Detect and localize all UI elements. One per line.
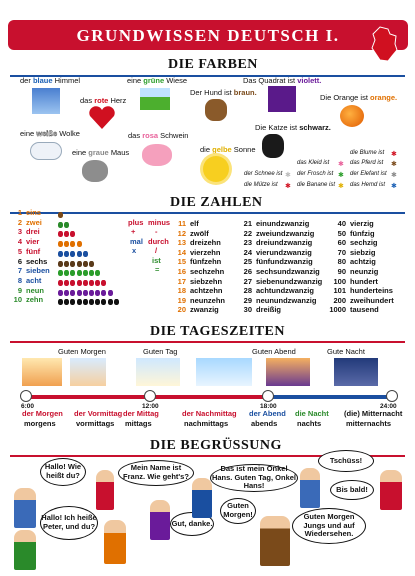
op-mal-sign: x: [132, 246, 137, 255]
afternoon-picture: [196, 358, 252, 386]
number-row: [326, 239, 378, 247]
number-word: hunderteins: [350, 286, 393, 296]
number-digit: 7: [17, 266, 22, 276]
count-item-icon: [70, 231, 75, 237]
number-row: [236, 278, 322, 286]
number-digit: 4: [17, 237, 22, 247]
person-picture: [104, 520, 126, 564]
count-item-icon: [70, 241, 75, 247]
op-ist-sign: =: [155, 265, 160, 274]
farbe-caption-wiese: eine grüne Wiese: [127, 76, 188, 85]
count-item-icon: [77, 261, 82, 267]
number-word: vierzehn: [190, 247, 221, 257]
count-item-icon: [77, 251, 82, 257]
count-item-icon: [83, 270, 88, 276]
number-row: [236, 230, 314, 238]
time-label: 12:00: [142, 403, 159, 410]
count-item-icon: [95, 270, 100, 276]
number-digit: 70: [337, 247, 346, 257]
person-picture: [192, 478, 212, 518]
number-digit: 6: [17, 256, 22, 266]
count-item-icon: [70, 261, 75, 267]
number-row: [236, 268, 320, 276]
number-digit: 16: [177, 267, 186, 276]
count-item-icon: [108, 299, 113, 305]
section-title-begruessung: DIE BEGRÜSSUNG: [150, 438, 282, 453]
color-splash-icon: ✱: [338, 183, 344, 190]
number-row: [326, 220, 374, 228]
number-digit: 29: [243, 295, 252, 305]
number-word: vier: [26, 237, 40, 247]
small-caption: das Pferd ist: [350, 160, 384, 166]
speech-bubble: Bis bald!: [330, 480, 374, 500]
person-picture: [14, 530, 36, 570]
count-item-icon: [89, 290, 94, 296]
number-word: eins: [26, 208, 42, 217]
period-noun: der Morgen: [22, 409, 63, 418]
period-noun: der Vormittag: [74, 409, 123, 418]
period-adverb: mittags: [125, 419, 152, 428]
number-word: achtundzwanzig: [256, 286, 314, 296]
count-item-icon: [58, 231, 63, 237]
number-digit: 23: [243, 238, 252, 248]
time-label: 18:00: [260, 403, 277, 410]
count-item-icon: [58, 212, 63, 218]
number-row: [326, 258, 376, 266]
number-word: zweihundert: [350, 295, 394, 305]
farbe-caption-schwein: das rosa Schwein: [128, 131, 189, 140]
number-row: [170, 249, 220, 257]
count-item-icon: [64, 280, 69, 286]
number-row: [236, 249, 312, 257]
count-item-icon: [114, 299, 119, 305]
divider: [10, 212, 405, 214]
sun-picture: [203, 156, 229, 182]
number-word: siebenundzwanzig: [256, 276, 323, 286]
night-picture: [334, 358, 378, 386]
number-word: neun: [26, 285, 44, 295]
greeting-morgen: Guten Morgen: [58, 347, 106, 356]
number-word: sechzehn: [190, 267, 225, 276]
person-picture: [300, 468, 320, 508]
number-row: [326, 278, 378, 286]
speech-bubble: Das ist mein Onkel Hans. Guten Tag, Onkel Hans!: [211, 464, 297, 491]
op-mal-label: mal: [130, 237, 143, 246]
count-item-icon: [64, 231, 69, 237]
person-picture: [260, 516, 290, 566]
op-ist-label: ist: [152, 256, 161, 265]
speech-bubble: Guten Morgen Jungs und auf Wiedersehen.: [292, 508, 366, 544]
number-word: fünf: [26, 246, 41, 256]
number-digit: 28: [243, 286, 252, 296]
period-adverb: abends: [251, 419, 278, 428]
number-digit: 19: [177, 295, 186, 305]
number-row: [326, 297, 394, 305]
number-digit: 90: [337, 267, 346, 276]
count-item-icon: [101, 299, 106, 305]
count-item-icon: [89, 280, 94, 286]
count-item-icon: [77, 270, 82, 276]
count-item-icon: [64, 261, 69, 267]
farbe-caption-wolke: eine weiße Wolke: [20, 129, 80, 138]
section-title-farben: DIE FARBEN: [168, 57, 258, 72]
number-row: [326, 268, 378, 276]
clock-icon: [386, 390, 398, 402]
number-word: neunzehn: [190, 295, 225, 305]
number-word: sieben: [26, 266, 50, 276]
count-item-icon: [89, 270, 94, 276]
period-noun: der Nachmittag: [182, 409, 237, 418]
noon-picture: [136, 358, 180, 386]
number-word: vierzig: [350, 219, 374, 228]
number-digit: 22: [243, 228, 252, 238]
count-item-icon: [70, 270, 75, 276]
number-row: [170, 220, 199, 228]
number-word: achtzig: [350, 257, 376, 267]
time-label: 6:00: [21, 403, 35, 410]
op-durch-label: durch: [148, 237, 169, 246]
number-word: tausend: [350, 305, 379, 315]
number-word: dreiundzwanzig: [256, 238, 313, 248]
number-digit: 80: [337, 257, 346, 267]
section-title-tageszeiten: DIE TAGESZEITEN: [150, 324, 285, 339]
number-word: elf: [190, 219, 199, 228]
number-row: [170, 287, 223, 295]
number-row: [6, 209, 41, 217]
speech-bubble: Guten Morgen!: [220, 498, 256, 524]
period-adverb: vormittags: [76, 419, 115, 428]
count-item-icon: [58, 222, 63, 228]
number-row: [326, 306, 379, 314]
speech-bubble: Gut, danke.: [170, 512, 214, 536]
number-row: [236, 306, 281, 314]
small-caption: das Kleid ist: [297, 160, 330, 166]
number-row: [6, 296, 43, 304]
count-item-icon: [108, 290, 113, 296]
greeting-abend: Guten Abend: [252, 347, 296, 356]
speech-bubble: Mein Name ist Franz. Wie geht's?: [118, 460, 194, 486]
number-digit: 15: [177, 257, 186, 267]
clock-icon: [144, 390, 156, 402]
number-digit: 18: [177, 286, 186, 296]
farbe-caption-sonne: die gelbe Sonne: [200, 145, 256, 154]
number-word: acht: [26, 275, 42, 285]
farbe-caption-himmel: der blaue Himmel: [20, 76, 81, 85]
number-row: [236, 258, 313, 266]
count-item-icon: [77, 241, 82, 247]
farbe-caption-maus: eine graue Maus: [72, 148, 130, 157]
count-item-icon: [101, 280, 106, 286]
farbe-caption-orange: Die Orange ist orange.: [320, 93, 398, 102]
number-digit: 24: [243, 247, 252, 257]
number-digit: 1: [17, 208, 22, 217]
person-picture: [150, 500, 170, 540]
small-caption: die Mütze ist: [244, 182, 278, 188]
small-caption: die Blume ist: [350, 150, 385, 156]
number-digit: 17: [177, 276, 186, 286]
op-durch-sign: /: [155, 246, 158, 255]
farbe-caption-hund: Der Hund ist braun.: [190, 88, 257, 97]
count-item-icon: [77, 280, 82, 286]
number-digit: 50: [337, 228, 346, 238]
count-item-icon: [83, 261, 88, 267]
number-digit: 60: [337, 238, 346, 248]
small-caption: der Schnee ist: [244, 171, 283, 177]
number-row: [170, 268, 224, 276]
count-item-icon: [58, 261, 63, 267]
farbe-caption-herz: das rote Herz: [80, 96, 127, 105]
number-row: [170, 297, 225, 305]
op-minus-sign: -: [155, 227, 158, 236]
dog-picture: [205, 99, 227, 121]
evening-picture: [266, 358, 310, 386]
small-caption: die Banane ist: [297, 182, 336, 188]
color-splash-icon: ✱: [285, 172, 291, 179]
count-item-icon: [64, 290, 69, 296]
count-item-icon: [89, 261, 94, 267]
number-row: [6, 248, 40, 256]
count-item-icon: [83, 290, 88, 296]
number-digit: 11: [178, 219, 186, 228]
greeting-tag: Guten Tag: [143, 347, 178, 356]
number-word: sechsundzwanzig: [256, 267, 320, 276]
pig-picture: [142, 144, 172, 166]
number-word: siebzig: [350, 247, 376, 257]
number-row: [170, 258, 221, 266]
count-item-icon: [70, 299, 75, 305]
timeline-bar: [22, 395, 394, 399]
number-row: [170, 230, 209, 238]
number-row: [326, 249, 375, 257]
number-word: zweiundzwanzig: [256, 228, 315, 238]
header-banner: [8, 20, 408, 50]
person-picture: [14, 488, 36, 528]
number-digit: 5: [17, 246, 22, 256]
count-item-icon: [64, 241, 69, 247]
period-adverb: nachts: [297, 419, 322, 428]
number-row: [236, 297, 316, 305]
count-item-icon: [70, 280, 75, 286]
number-word: vierundzwanzig: [256, 247, 312, 257]
count-item-icon: [77, 290, 82, 296]
person-picture: [96, 470, 114, 510]
number-digit: 27: [243, 276, 252, 286]
number-row: [170, 278, 222, 286]
number-digit: 9: [17, 285, 22, 295]
number-digit: 100: [333, 276, 346, 286]
mouse-picture: [82, 160, 108, 182]
number-row: [170, 306, 219, 314]
number-digit: 10: [13, 295, 22, 305]
section-title-zahlen: DIE ZAHLEN: [170, 195, 263, 210]
number-digit: 8: [17, 275, 22, 285]
number-word: drei: [26, 227, 40, 237]
page-title: GRUNDWISSEN DEUTSCH I.: [76, 26, 340, 45]
time-label: 24:00: [380, 403, 397, 410]
count-item-icon: [70, 290, 75, 296]
number-digit: 26: [243, 267, 252, 276]
number-digit: 2: [17, 217, 22, 227]
period-noun: der Mittag: [123, 409, 159, 418]
count-item-icon: [89, 299, 94, 305]
color-splash-icon: ✱: [391, 172, 397, 179]
count-item-icon: [58, 290, 63, 296]
number-word: sechs: [26, 256, 48, 266]
farbe-caption-katze: Die Katze ist schwarz.: [255, 123, 331, 132]
small-caption: der Frosch ist: [297, 171, 334, 177]
number-row: [236, 239, 312, 247]
number-word: fünfzehn: [190, 257, 222, 267]
number-row: [170, 239, 221, 247]
clock-icon: [262, 390, 274, 402]
number-digit: 13: [177, 238, 186, 248]
count-item-icon: [58, 299, 63, 305]
heart-icon: [88, 104, 116, 130]
number-row: [236, 220, 309, 228]
number-row: [326, 287, 393, 295]
sky-picture: [32, 88, 60, 114]
number-digit: 40: [337, 219, 346, 228]
speech-bubble: Hallo! Wie heißt du?: [40, 458, 86, 486]
number-word: dreißig: [256, 305, 282, 315]
period-adverb: nachmittags: [184, 419, 229, 428]
violet-square-picture: [268, 86, 296, 112]
small-caption: der Elefant ist: [350, 171, 387, 177]
count-item-icon: [64, 222, 69, 228]
color-splash-icon: ✱: [391, 161, 397, 168]
number-digit: 25: [243, 257, 252, 267]
number-digit: 101: [333, 286, 346, 296]
count-item-icon: [77, 299, 82, 305]
divider: [10, 341, 405, 343]
meadow-picture: [140, 88, 170, 110]
number-word: fünfzig: [350, 228, 375, 238]
number-digit: 30: [243, 305, 252, 315]
number-word: zwanzig: [190, 305, 219, 315]
number-word: siebzehn: [190, 276, 223, 286]
cloud-picture: [30, 142, 62, 160]
number-row: [6, 258, 47, 266]
speech-bubble: Hallo! Ich heiße Peter, und du?: [40, 506, 98, 540]
clock-icon: [20, 390, 32, 402]
count-item-icon: [64, 270, 69, 276]
count-item-icon: [70, 251, 75, 257]
period-noun: der Abend: [249, 409, 286, 418]
speech-bubble: Tschüss!: [318, 450, 374, 472]
period-adverb: mitternachts: [346, 419, 392, 428]
number-row: [6, 228, 40, 236]
period-noun: (die) Mitternacht: [344, 409, 403, 418]
number-digit: 1000: [329, 305, 346, 315]
cat-picture: [262, 134, 284, 158]
op-plus-sign: +: [131, 227, 136, 236]
count-item-icon: [101, 290, 106, 296]
color-splash-icon: ✱: [285, 183, 291, 190]
color-splash-icon: ✱: [338, 161, 344, 168]
number-digit: 200: [333, 295, 346, 305]
number-row: [236, 287, 314, 295]
germany-map-icon: [370, 26, 398, 62]
farbe-caption-quadrat: Das Quadrat ist violett.: [243, 76, 322, 85]
count-item-icon: [83, 299, 88, 305]
person-picture: [380, 470, 402, 510]
period-noun: die Nacht: [295, 409, 329, 418]
number-word: dreizehn: [190, 238, 221, 248]
count-item-icon: [95, 290, 100, 296]
count-item-icon: [83, 280, 88, 286]
morning-kids-picture: [70, 358, 106, 386]
number-word: zwei: [26, 217, 42, 227]
count-item-icon: [58, 251, 63, 257]
count-item-icon: [58, 241, 63, 247]
color-splash-icon: ✱: [391, 183, 397, 190]
number-word: zehn: [26, 295, 44, 305]
count-item-icon: [83, 251, 88, 257]
count-item-icon: [64, 251, 69, 257]
number-word: achtzehn: [190, 286, 223, 296]
count-item-icon: [58, 280, 63, 286]
number-digit: 3: [17, 227, 22, 237]
number-digit: 14: [177, 247, 186, 257]
number-word: fünfundzwanzig: [256, 257, 313, 267]
count-item-icon: [95, 299, 100, 305]
count-item-icon: [64, 299, 69, 305]
number-digit: 20: [177, 305, 186, 315]
color-splash-icon: ✱: [391, 151, 397, 158]
number-word: sechzig: [350, 238, 378, 248]
morning-bed-picture: [22, 358, 62, 386]
number-word: neunundzwanzig: [256, 295, 317, 305]
count-item-icon: [58, 270, 63, 276]
number-row: [6, 219, 42, 227]
count-item-icon: [95, 280, 100, 286]
greeting-nacht: Gute Nacht: [327, 347, 365, 356]
number-word: zwölf: [190, 228, 209, 238]
period-adverb: morgens: [24, 419, 56, 428]
number-row: [6, 287, 44, 295]
orange-picture: [340, 105, 364, 127]
number-row: [6, 277, 41, 285]
small-caption: das Hemd ist: [350, 182, 386, 188]
number-word: hundert: [350, 276, 378, 286]
number-row: [6, 238, 39, 246]
number-row: [326, 230, 375, 238]
op-minus-label: minus: [148, 218, 171, 227]
color-splash-icon: ✱: [338, 172, 344, 179]
number-word: neunzig: [350, 267, 379, 276]
op-plus-label: plus: [128, 218, 144, 227]
number-digit: 21: [243, 219, 252, 228]
number-word: einundzwanzig: [256, 219, 310, 228]
number-digit: 12: [177, 228, 186, 238]
number-row: [6, 267, 50, 275]
